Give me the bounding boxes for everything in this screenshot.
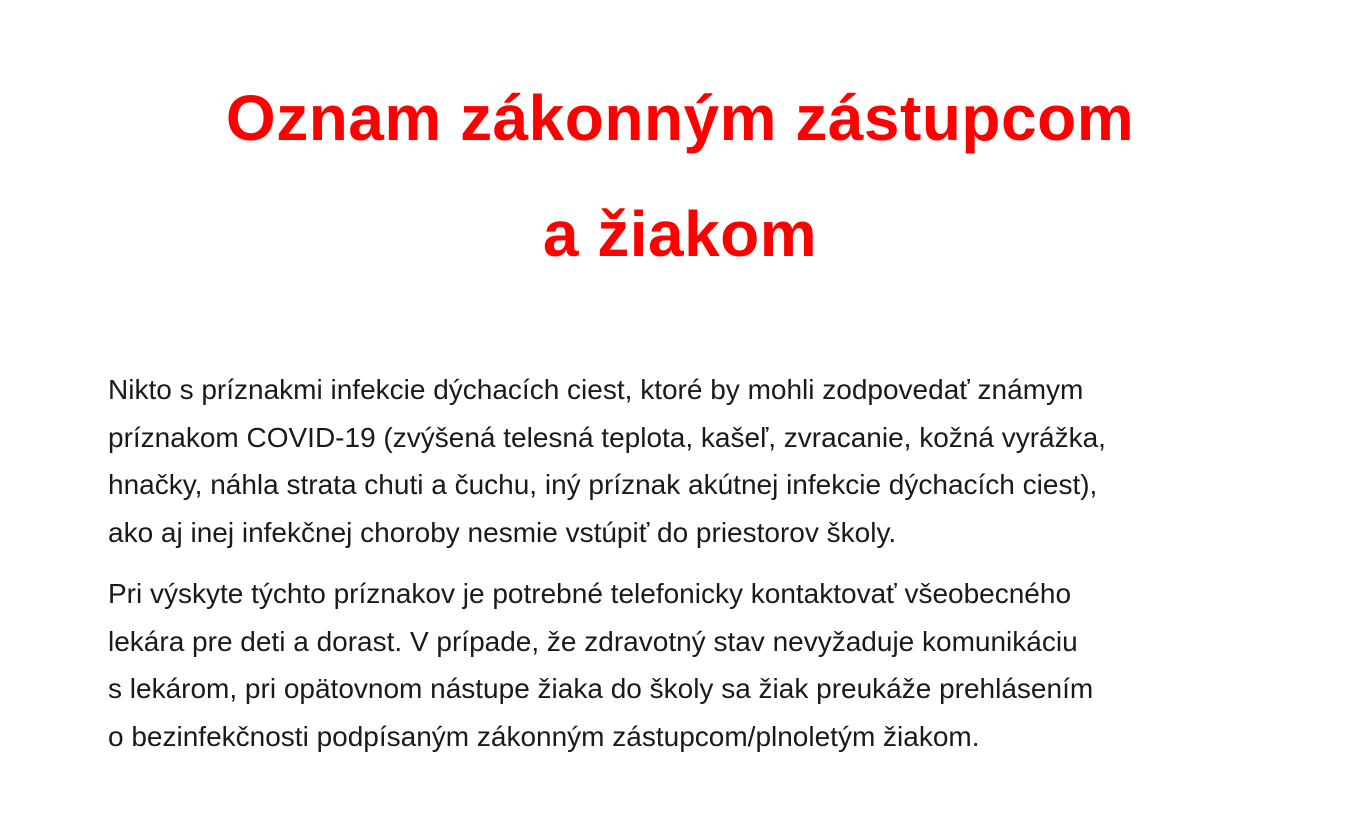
paragraph-line: ako aj inej infekčnej choroby nesmie vstúpiť do priestorov školy.: [108, 516, 897, 548]
notice-body: [108, 366, 1260, 760]
notice-title: [0, 60, 1360, 292]
notice-title-line-1: Oznam zákonným zástupcom: [225, 82, 1135, 154]
paragraph-line: o bezinfekčnosti podpísaným zákonným zástupcom/plnoletým žiakom.: [108, 720, 980, 752]
paragraph-line: hnačky, náhla strata chuti a čuchu, iný príznak akútnej infekcie dýchacích ciest),: [108, 469, 1098, 500]
paragraph-line: Pri výskyte týchto príznakov je potrebné telefonicky kontaktovať všeobecného: [108, 578, 1072, 609]
notice-title-line-2: a žiakom: [542, 198, 818, 270]
paragraph-line: lekára pre deti a dorast. V prípade, že zdravotný stav nevyžaduje komunikáciu: [108, 625, 1078, 657]
paragraph-symptoms: [108, 366, 1260, 556]
paragraph-line: s lekárom, pri opätovnom nástupe žiaka do školy sa žiak preukáže prehlásením: [108, 673, 1094, 704]
paragraph-line: príznakom COVID-19 (zvýšená telesná teplota, kašeľ, zvracanie, kožná vyrážka,: [108, 421, 1106, 453]
paragraph-line: Nikto s príznakmi infekcie dýchacích ciest, ktoré by mohli zodpovedať známym: [108, 374, 1084, 405]
paragraph-doctor-contact: [108, 570, 1260, 760]
